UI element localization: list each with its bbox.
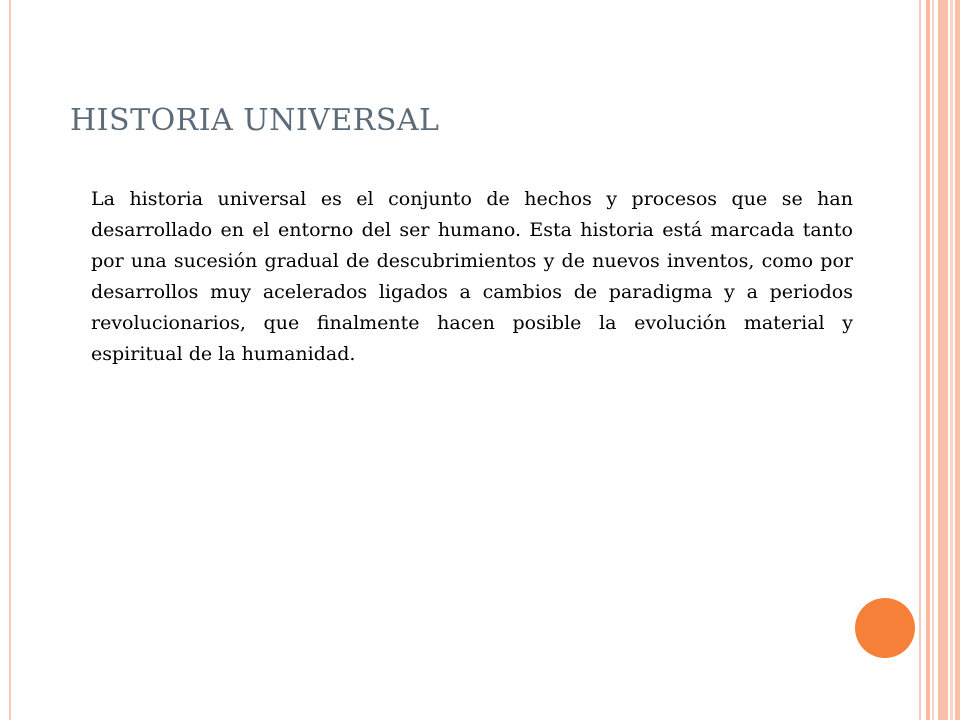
- body-paragraph: La historia universal es el conjunto de hechos y procesos que se han desarrollado en el entorno del ser humano. Esta historia está marcada tanto por una sucesión gradual de descubrimientos y de nuevos inventos, como por desarrollos muy acelerados ligados a cambios de paradigma y a periodos revolucionarios, que finalmente hacen posible la evolución material y espiritual de la humanidad.: [91, 188, 853, 365]
- slide-title: HISTORIA UNIVERSAL: [70, 103, 440, 138]
- decorative-circle: [855, 598, 915, 658]
- decorative-stripe: [955, 0, 960, 720]
- decorative-stripe: [932, 0, 934, 720]
- decorative-stripe: [926, 0, 930, 720]
- right-frame-line: [919, 0, 921, 720]
- decorative-stripe: [950, 0, 953, 720]
- left-frame-line: [9, 0, 11, 720]
- decorative-stripe: [938, 0, 948, 720]
